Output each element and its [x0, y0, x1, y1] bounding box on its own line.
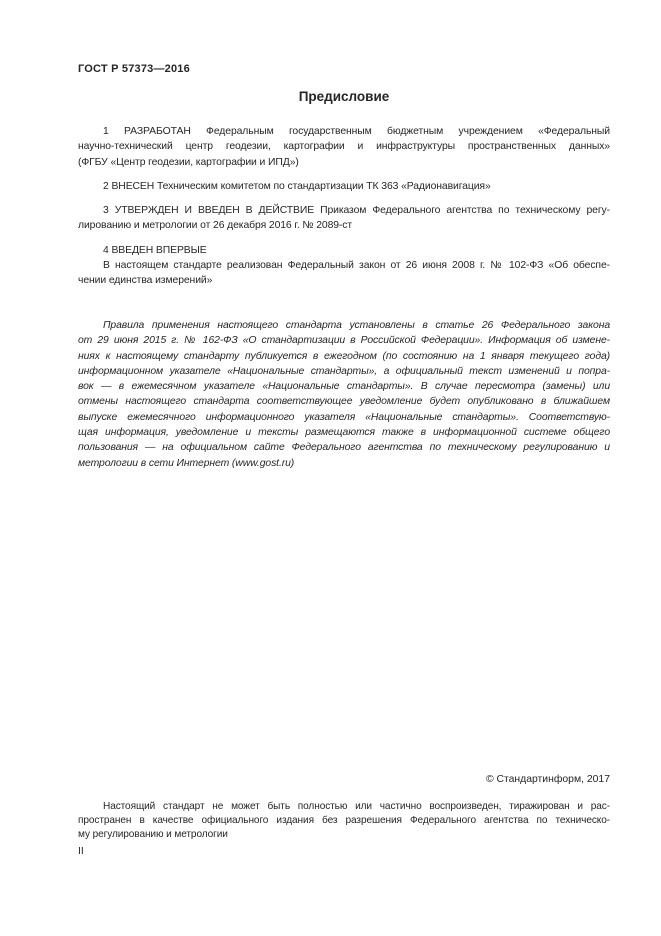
legal-notice-line: от 29 июня 2015 г. № 162-ФЗ «О стандартизации в Российской Федерации». Информация об измене-	[78, 335, 610, 347]
legal-notice-line: отмены настоящего стандарта соответствующее уведомление будет опубликовано в ближайшем	[78, 396, 610, 408]
legal-notice	[78, 318, 610, 471]
copyright-notice: © Стандартинформ, 2017	[485, 774, 610, 785]
preface-item-4-note-line: В настоящем стандарте реализован Федеральный закон от 26 июня 2008 г. № 102-ФЗ «Об обеспе-	[103, 260, 610, 272]
preface-item-3	[78, 203, 610, 234]
legal-notice-line: выпуске ежемесячного информационного указателя «Национальные стандарты». Соответствую-	[78, 411, 610, 423]
preface-item-1-line: (ФГБУ «Центр геодезии, картографии и ИПД»)	[78, 156, 299, 168]
reproduction-note-line: пространен в качестве официального издания без разрешения Федерального агентства по техническо-	[78, 814, 610, 826]
reproduction-restriction-note	[78, 800, 610, 842]
document-code: ГОСТ Р 57373—2016	[78, 63, 190, 75]
preface-item-4-line: 4 ВВЕДЕН ВПЕРВЫЕ	[103, 244, 207, 256]
legal-notice-line: вок — в ежемесячном указателе «Национальные стандарты». В случае пересмотра (замены) или	[78, 381, 610, 393]
preface-section	[78, 124, 610, 298]
legal-notice-line: Правила применения настоящего стандарта установлены в статье 26 Федерального закона	[103, 320, 610, 331]
page-number: II	[78, 845, 84, 857]
legal-notice-line: информационном указателе «Национальные стандарты», а официальный текст изменений и попра-	[78, 365, 610, 377]
preface-item-1	[78, 124, 610, 170]
preface-item-4	[78, 243, 610, 258]
legal-notice-line: ниях к настоящему стандарту публикуется в ежегодном (по состоянию на 1 января текущего года)	[78, 350, 610, 362]
reproduction-note-line: му регулированию и метрологии	[78, 828, 228, 840]
legal-notice-line: щая информация, уведомление и тексты размещаются также в информационной системе общего	[78, 427, 610, 439]
preface-item-1-line: научно-технический центр геодезии, картографии и инфраструктуры пространственных данных»	[78, 141, 610, 153]
legal-notice-line: пользования — на официальном сайте Федерального агентства по техническому регулированию и	[78, 442, 610, 454]
preface-item-2-line: 2 ВНЕСЕН Техническим комитетом по стандартизации ТК 363 «Радионавигация»	[103, 180, 491, 192]
preface-item-2	[78, 179, 610, 194]
preface-item-3-line: 3 УТВЕРЖДЕН И ВВЕДЕН В ДЕЙСТВИЕ Приказом Федерального агентства по техническому регу-	[103, 205, 610, 217]
preface-item-1-line: 1 РАЗРАБОТАН Федеральным государственным бюджетным учреждением «Федеральный	[103, 126, 610, 137]
preface-item-4-note-line: чении единства измерений»	[78, 275, 213, 287]
preface-item-4-note	[78, 258, 610, 289]
reproduction-note-line: Настоящий стандарт не может быть полностью или частично воспроизведен, тиражирован и рас-	[103, 801, 610, 812]
page-title: Предисловие	[298, 89, 390, 104]
legal-notice-line: метрологии в сети Интернет (www.gost.ru)	[78, 457, 295, 469]
preface-item-3-line: лированию и метрологии от 26 декабря 2016 г. № 2089-ст	[78, 220, 353, 232]
